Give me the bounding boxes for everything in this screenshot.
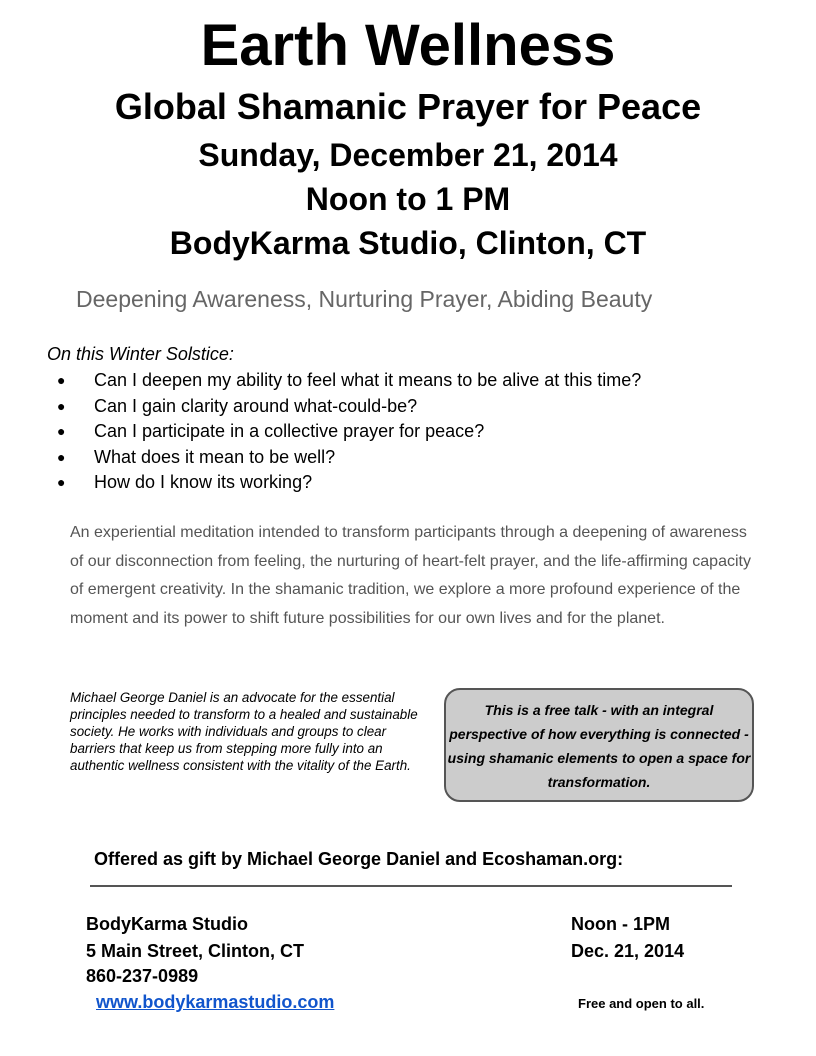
schedule-time: Noon - 1PM — [571, 914, 670, 934]
tagline: Deepening Awareness, Nurturing Prayer, Abiding Beauty — [76, 286, 653, 312]
bullet-icon: ● — [57, 372, 66, 388]
studio-phone: 860-237-0989 — [86, 966, 199, 986]
event-venue: BodyKarma Studio, Clinton, CT — [169, 225, 647, 261]
question-text: How do I know its working? — [94, 472, 313, 492]
free-talk-callout: This is a free talk - with an integral perspective of how everything is connected - using shamanic elements to open a space for transformation. — [444, 688, 754, 802]
list-item — [47, 470, 641, 496]
list-item — [47, 419, 641, 445]
question-text: Can I gain clarity around what-could-be? — [94, 395, 418, 416]
free-note: Free and open to all. — [578, 996, 705, 1011]
studio-name: BodyKarma Studio — [86, 914, 249, 934]
bullet-icon: ● — [57, 474, 66, 490]
question-text: Can I participate in a collective prayer for peace? — [94, 421, 485, 441]
question-text: Can I deepen my ability to feel what it means to be alive at this time? — [94, 370, 642, 390]
bullet-icon: ● — [57, 448, 66, 465]
page-title: Earth Wellness — [200, 13, 616, 78]
bullet-icon: ● — [57, 397, 66, 414]
presenter-bio: Michael George Daniel is an advocate for the essential principles needed to transform to a healed and sustainable society. He works with individuals and groups to clear barriers that keep us from stepping more fully into an authentic wellness consistent with the vitality of the Earth. — [70, 690, 418, 773]
bullet-icon: ● — [57, 423, 66, 439]
event-time: Noon to 1 PM — [305, 181, 511, 217]
studio-address: 5 Main Street, Clinton, CT — [86, 941, 305, 961]
website-link[interactable]: www.bodykarmastudio.com — [96, 992, 335, 1012]
event-date: Sunday, December 21, 2014 — [198, 137, 618, 173]
divider — [90, 885, 732, 887]
list-item — [47, 445, 641, 471]
offer-line: Offered as gift by Michael George Daniel and Ecoshaman.org: — [94, 849, 624, 869]
list-item — [47, 394, 641, 420]
event-subtitle: Global Shamanic Prayer for Peace — [114, 86, 702, 127]
event-description: An experiential meditation intended to transform participants through a deepening of awareness of our disconnection from feeling, the nurturing of heart-felt prayer, and the life-affirming capacity of emergent creativity. In the shamanic tradition, we explore a more profound experience of the moment and its power to shift future possibilities for our own lives and for the planet. — [70, 524, 751, 627]
question-text: What does it mean to be well? — [94, 446, 336, 467]
intro-text: On this Winter Solstice: — [47, 344, 234, 364]
list-item — [47, 368, 641, 394]
schedule-date: Dec. 21, 2014 — [571, 941, 685, 961]
question-list — [47, 368, 641, 496]
